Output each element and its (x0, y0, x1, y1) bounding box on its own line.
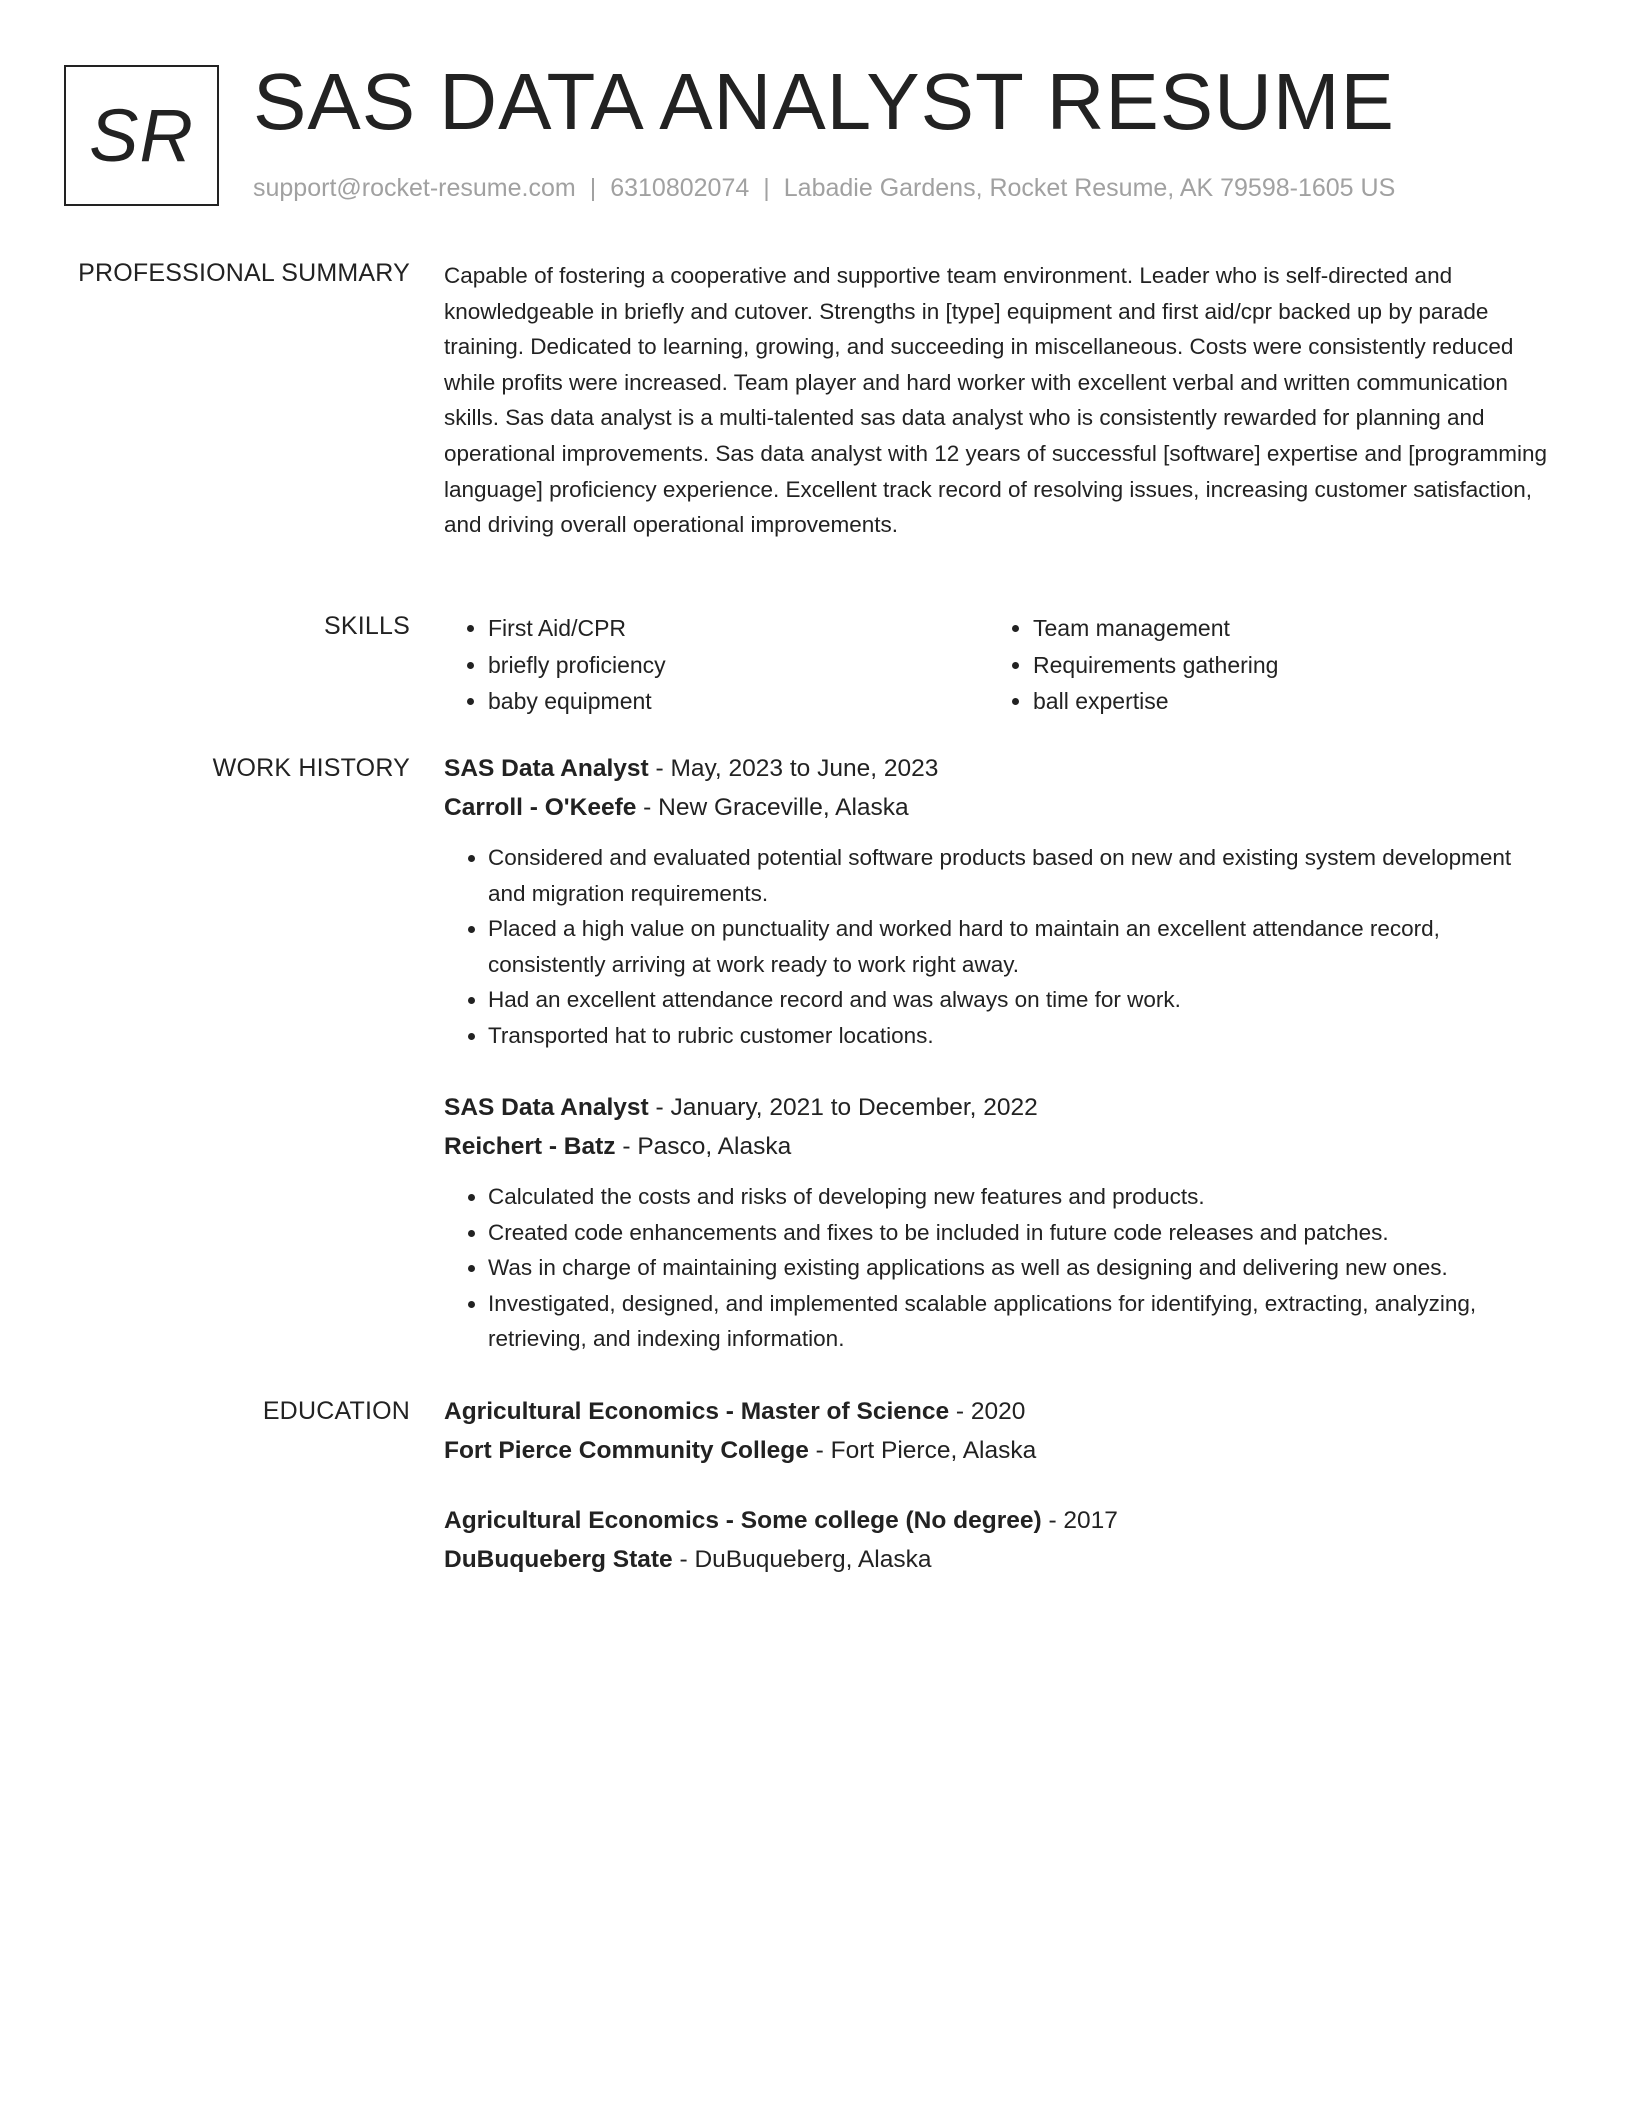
education-year: - 2017 (1041, 1507, 1118, 1534)
skill-item: • First Aid/CPR (488, 610, 989, 647)
job-duty-item: • Created code enhancements and fixes to be included in future code releases and patches. (488, 1215, 1554, 1251)
job-dates: - May, 2023 to June, 2023 (648, 755, 939, 782)
summary-text: Capable of fostering a cooperative and supportive team environment. Leader who is self-directed and knowledgeable in briefly and cutover. Strengths in [type] equipment and first aid/cpr backed up by parade training. Dedicated to learning, growing, and succeeding in miscellaneous. Costs were consistently reduced while profits were increased. Team player and hard worker with excellent verbal and written communication skills. Sas data analyst is a multi-talented sas data analyst who is consistently rewarded for planning and operational improvements. Sas data analyst with 12 years of successful [software] expertise and [programming language] proficiency experience. Excellent track record of resolving issues, increasing customer satisfaction, and driving overall operational improvements. (444, 263, 1548, 538)
job-title-line (444, 749, 1554, 788)
education-degree: Agricultural Economics - Some college (No degree) (444, 1507, 1042, 1534)
job-duty-item: • Transported hat to rubric customer locations. (488, 1018, 1554, 1054)
skill-item: • Requirements gathering (1033, 647, 1534, 684)
section-label-skills: SKILLS (324, 612, 410, 640)
job-entry (444, 749, 1554, 1054)
job-entry (444, 1088, 1554, 1357)
job-duty-item: • Investigated, designed, and implemented scalable applications for identifying, extracting, analyzing, retrieving, and indexing information. (488, 1286, 1554, 1357)
education-entry (444, 1501, 1554, 1579)
monogram-logo: SR (64, 65, 219, 206)
section-label-work-history: WORK HISTORY (212, 754, 410, 782)
job-company-line (444, 788, 1554, 827)
education-school-line (444, 1540, 1554, 1579)
skills-column-left (444, 610, 989, 720)
skills-list (444, 610, 1554, 720)
education-degree-line (444, 1501, 1554, 1540)
job-company: Carroll - O'Keefe (444, 794, 637, 821)
job-duty-item: • Was in charge of maintaining existing applications as well as designing and delivering new ones. (488, 1250, 1554, 1286)
job-title: SAS Data Analyst (444, 755, 649, 782)
contact-separator: | (589, 174, 597, 202)
skill-item: • ball expertise (1033, 683, 1534, 720)
job-duty-item: • Placed a high value on punctuality and worked hard to maintain an excellent attendance record, consistently arriving at work ready to work right away. (488, 911, 1554, 982)
education-school: Fort Pierce Community College (444, 1437, 809, 1464)
skills-column-right (989, 610, 1534, 720)
job-company: Reichert - Batz (444, 1133, 616, 1160)
job-duty-item: • Calculated the costs and risks of developing new features and products. (488, 1179, 1554, 1215)
job-duties (444, 1179, 1554, 1357)
education-year: - 2020 (949, 1398, 1026, 1425)
contact-phone: 6310802074 (610, 174, 750, 202)
education-location: - Fort Pierce, Alaska (808, 1437, 1037, 1464)
skill-item: • Team management (1033, 610, 1534, 647)
education-school-line (444, 1431, 1554, 1470)
job-duty-item: • Had an excellent attendance record and was always on time for work. (488, 982, 1554, 1018)
job-dates: - January, 2021 to December, 2022 (648, 1094, 1038, 1121)
job-duty-item: • Considered and evaluated potential software products based on new and existing system development and migration requirements. (488, 840, 1554, 911)
job-company-line (444, 1127, 1554, 1166)
job-title: SAS Data Analyst (444, 1094, 649, 1121)
resume-title: SAS DATA ANALYST RESUME (253, 57, 1395, 146)
job-location: - New Graceville, Alaska (636, 794, 909, 821)
education-degree: Agricultural Economics - Master of Science (444, 1398, 950, 1425)
skill-item: • baby equipment (488, 683, 989, 720)
contact-line (253, 172, 1395, 204)
job-duties (444, 840, 1554, 1054)
skill-item: • briefly proficiency (488, 647, 989, 684)
contact-separator: | (763, 174, 770, 202)
education-entry (444, 1392, 1554, 1470)
contact-address: Labadie Gardens, Rocket Resume, AK 79598-1605 US (783, 174, 1396, 202)
section-label-summary: PROFESSIONAL SUMMARY (78, 259, 410, 287)
job-location: - Pasco, Alaska (615, 1133, 792, 1160)
education-school: DuBuqueberg State (444, 1546, 673, 1573)
contact-email: support@rocket-resume.com (253, 174, 576, 202)
education-location: - DuBuqueberg, Alaska (672, 1546, 932, 1573)
section-label-education: EDUCATION (262, 1397, 410, 1425)
job-title-line (444, 1088, 1554, 1127)
education-degree-line (444, 1392, 1554, 1431)
